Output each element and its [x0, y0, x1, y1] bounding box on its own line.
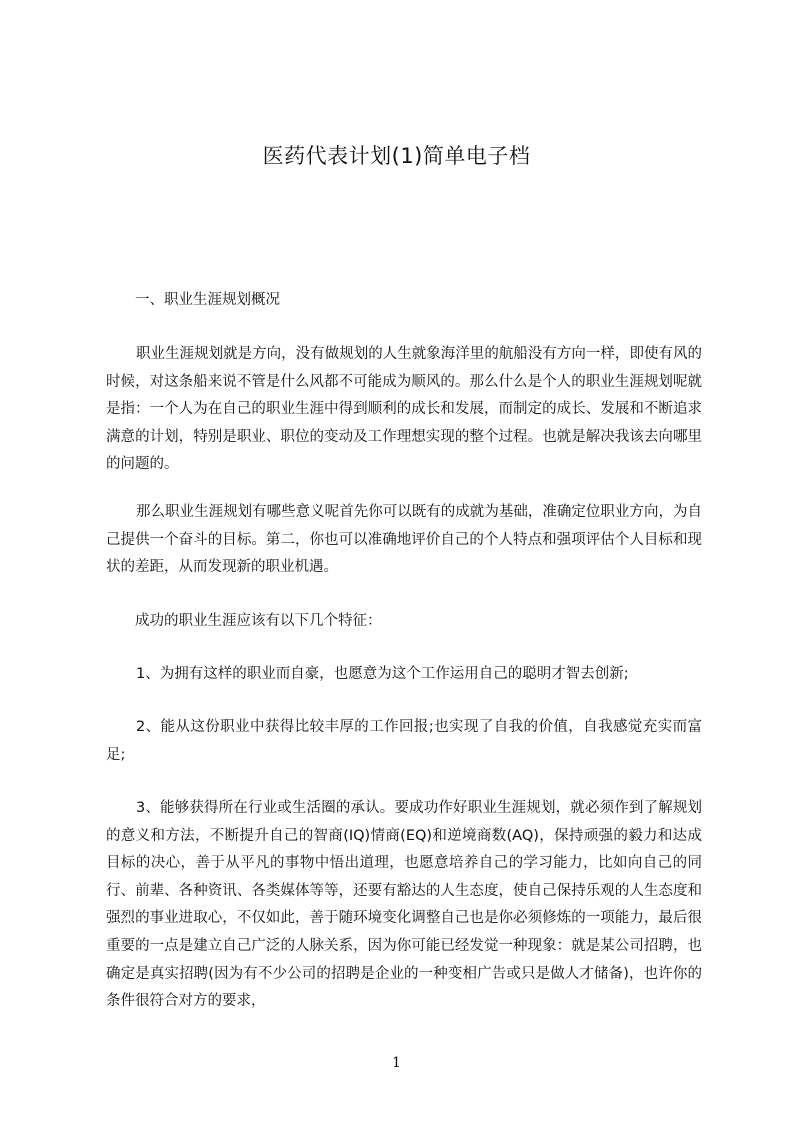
- paragraph-text: 职业生涯规划就是方向，没有做规划的人生就象海洋里的航船没有方向一样，即使有风的时候，对这条船来说不管是什么风都不可能成为顺风的。那么什么是个人的职业生涯规划呢就是指：一个人为在自己的职业生涯中得到顺利的成长和发展，而制定的成长、发展和不断追求满意的计划，特别是职业、职位的变动及工作理想实现的整个过程。也就是解决我该去向哪里的问题的。: [106, 346, 702, 473]
- paragraph-text: 那么职业生涯规划有哪些意义呢首先你可以既有的成就为基础，准确定位职业方向，为自己提供一个奋斗的目标。第二，你也可以准确地评价自己的个人特点和强项评估个人目标和现状的差距，从而发现新的职业机遇。: [106, 504, 702, 576]
- paragraph-text: 1、为拥有这样的职业而自豪，也愿意为这个工作运用自己的聪明才智去创新;: [136, 666, 629, 682]
- paragraph-success-features-intro: 成功的职业生涯应该有以下几个特征：: [135, 613, 382, 629]
- list-item-feature-2: [106, 714, 702, 769]
- paragraph-career-planning-significance: [106, 499, 702, 582]
- section-heading: 一、职业生涯规划概况: [135, 292, 280, 308]
- list-item-feature-1: [106, 661, 702, 689]
- paragraph-text: 2、能从这份职业中获得比较丰厚的工作回报;也实现了自我的价值，自我感觉充实而富足;: [106, 719, 702, 763]
- paragraph-career-planning-definition: [106, 341, 702, 479]
- page-number: 1: [392, 1055, 401, 1071]
- paragraph-text: 3、能够获得所在行业或生活圈的承认。要成功作好职业生涯规划，就必须作到了解规划的意义和方法，不断提升自己的智商(IQ)情商(EQ)和逆境商数(AQ)，保持顽强的毅力和达成目标的决心，善于从平凡的事物中悟出道理，也愿意培养自己的学习能力，比如向自己的同行、前辈、各种资讯、各类媒体等等，还要有豁达的人生态度，使自己保持乐观的人生态度和强烈的事业进取心，不仅如此，善于随环境变化调整自己也是你必须修炼的一项能力，最后很重要的一点是建立自己广泛的人脉关系，因为你可能已经发觉一种现象：就是某公司招聘，也确定是真实招聘(因为有不少公司的招聘是企业的一种变相广告或只是做人才储备)，也许你的条件很符合对方的要求，: [106, 800, 702, 1010]
- document-title: 医药代表计划(1)简单电子档: [262, 144, 531, 168]
- list-item-feature-3: [106, 795, 702, 1016]
